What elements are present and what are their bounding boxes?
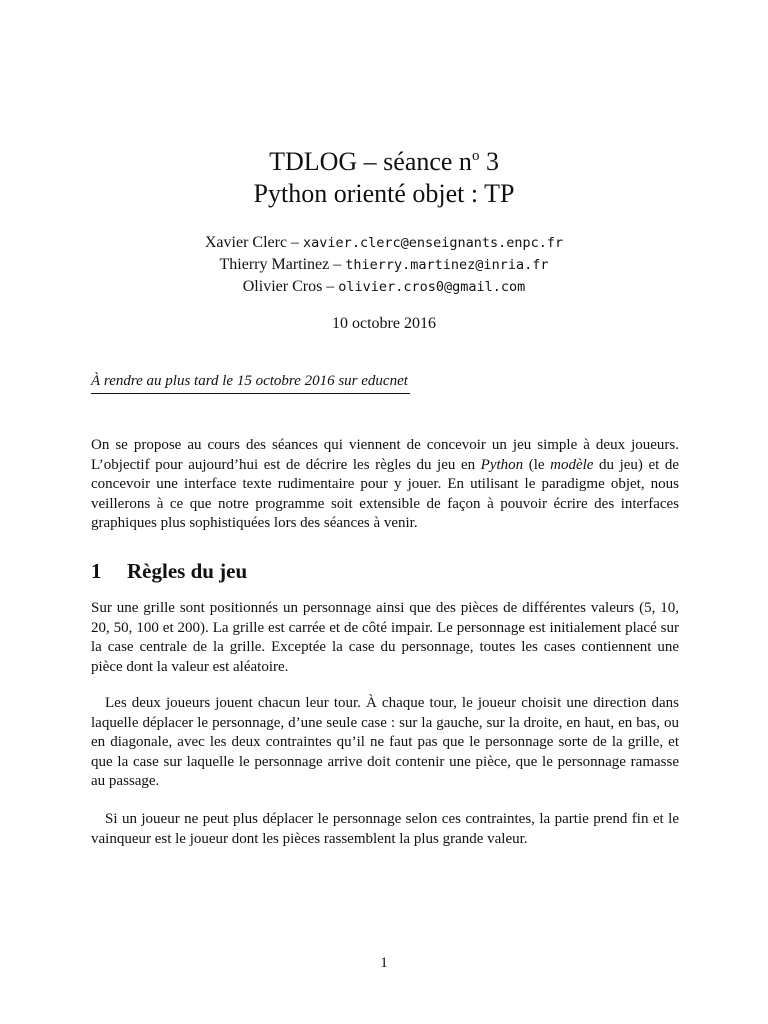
- author-name: Xavier Clerc –: [204, 234, 304, 251]
- modele-emphasis: modèle: [550, 456, 594, 473]
- author-name: Thierry Martinez –: [219, 256, 346, 273]
- title-line-2: Python orienté objet : TP: [253, 179, 515, 208]
- title-superscript: o: [471, 148, 480, 164]
- author-line: [0, 276, 768, 298]
- deadline-note: À rendre au plus tard le 15 octobre 2016 sur educnet: [91, 373, 410, 394]
- section-number: 1: [91, 559, 102, 583]
- author-name: Olivier Cros –: [242, 278, 339, 295]
- author-line: [0, 254, 768, 276]
- author-email: thierry.martinez@inria.fr: [345, 257, 549, 273]
- intro-paragraph: On se propose au cours des séances qui viennent de concevoir un jeu simple à deux joueurs. L’objectif pour aujourd’hui est de décrire les règles du jeu en Python (le modèle du jeu) et de concevoir une interface texte rudimentaire pour y jouer. En utilisant le paradigme objet, nous veillerons à ce que notre programme soit extensible de façon à pouvoir écrire des interfaces graphiques plus sophistiquées lors des séances à venir.: [91, 437, 680, 531]
- author-email: xavier.clerc@enseignants.enpc.fr: [303, 235, 564, 251]
- section-heading: [91, 559, 247, 584]
- author-email: olivier.cros0@gmail.com: [338, 279, 526, 295]
- rules-paragraph-2: Les deux joueurs jouent chacun leur tour. À chaque tour, le joueur choisit une direction dans laquelle déplacer le personnage, d’une seule case : sur la gauche, sur la droite, en haut, en bas, ou en diagonale, avec les deux contraintes qu’il ne faut pas que le personnage sorte de la grille, et que la case sur laquelle le personnage arrive doit contenir une pièce, que le personnage ramasse au passage.: [91, 695, 679, 789]
- rules-paragraph-1: Sur une grille sont positionnés un personnage ainsi que des pièces de différentes valeurs (5, 10, 20, 50, 100 et 200). La grille est carrée et de côté impair. Le personnage est initialement placé sur la case centrale de la grille. Exceptée la case du personnage, toutes les cases contiennent une pièce dont la valeur est aléatoire.: [91, 600, 679, 675]
- title-line-1: TDLOG – séance $n^o$ 3: [269, 147, 499, 176]
- rules-paragraph-3: Si un joueur ne peut plus déplacer le personnage selon ces contraintes, la partie prend fin et le vainqueur est le joueur dont les pièces rassemblent la plus grande valeur.: [91, 811, 679, 847]
- page-number: 1: [380, 955, 388, 971]
- author-line: [0, 232, 768, 254]
- python-emphasis: Python: [480, 456, 524, 473]
- author-list: [0, 232, 768, 298]
- document-date: 10 octobre 2016: [332, 315, 436, 332]
- document-title: [0, 146, 768, 210]
- section-title: Règles du jeu: [127, 559, 248, 583]
